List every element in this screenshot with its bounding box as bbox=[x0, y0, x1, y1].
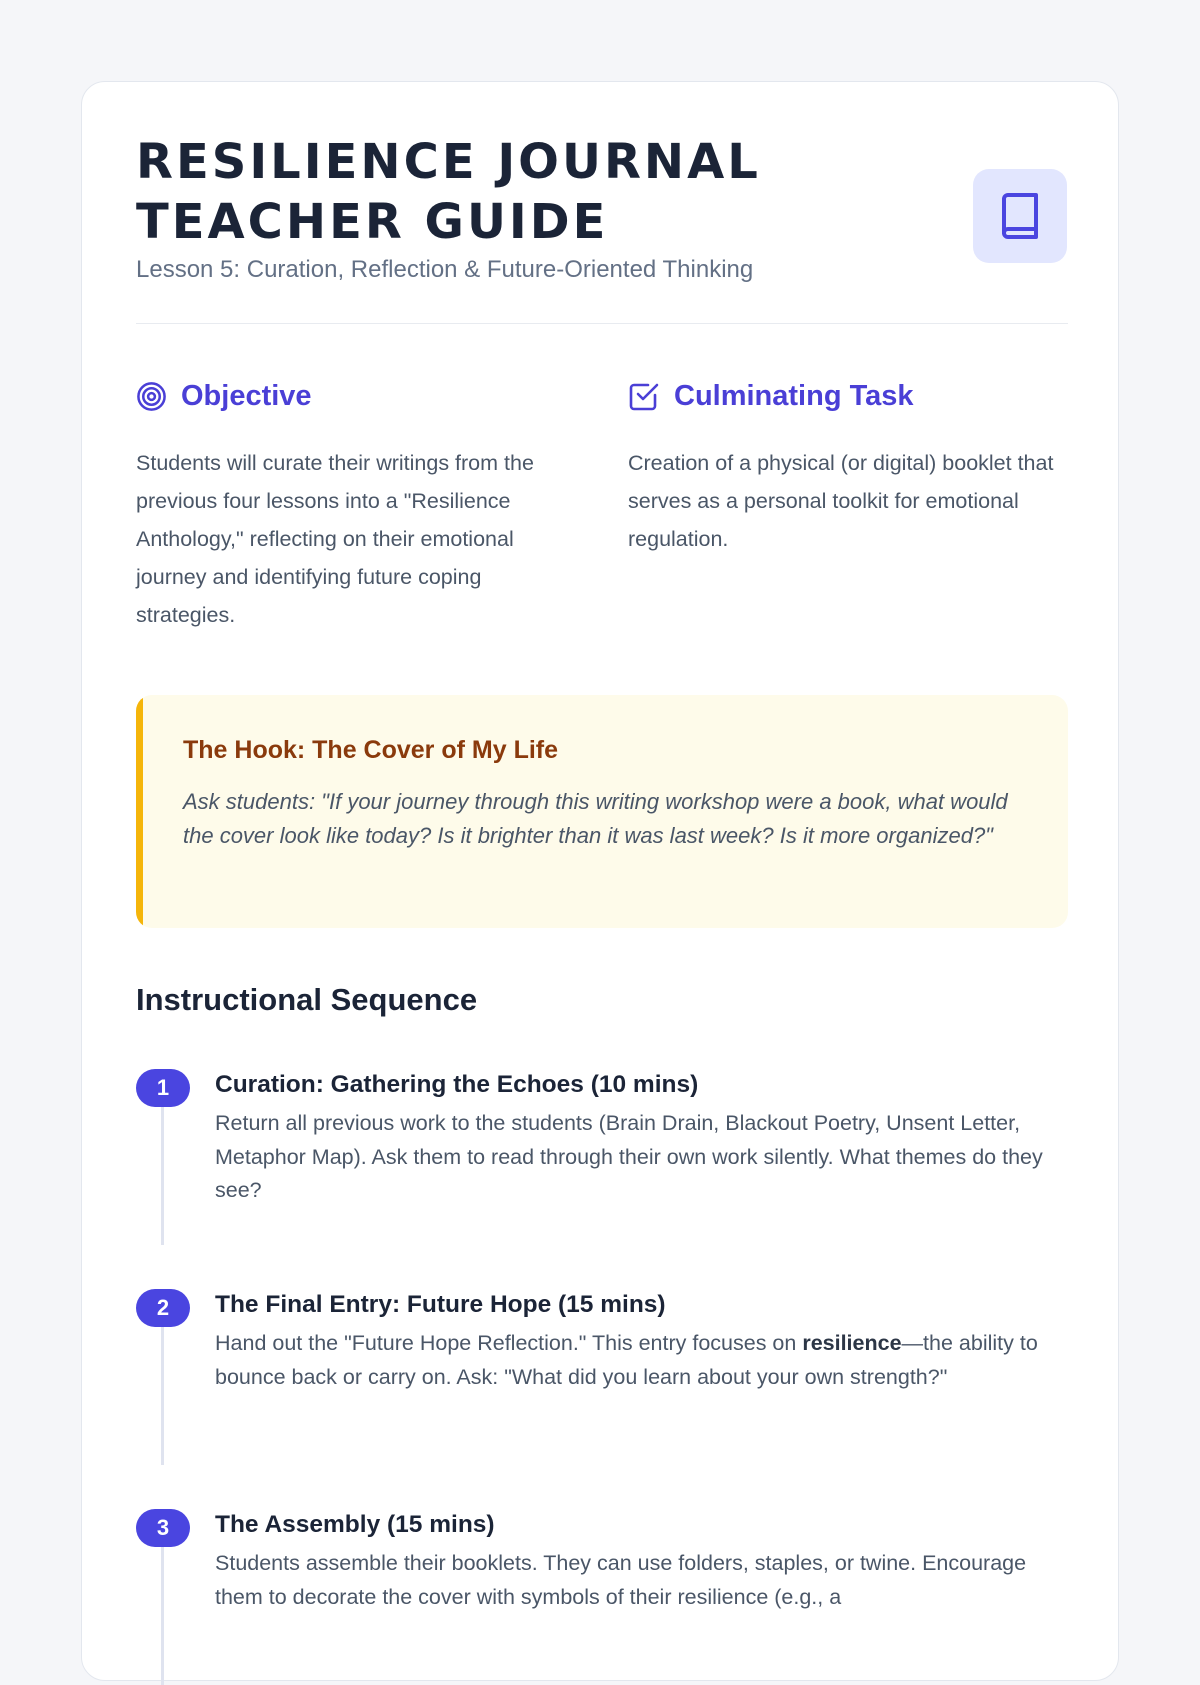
book-icon-box bbox=[973, 169, 1067, 263]
sequence-title: Instructional Sequence bbox=[136, 982, 478, 1017]
step-text-part: Hand out the "Future Hope Reflection." This entry focuses on bbox=[215, 1331, 803, 1355]
step-title: Curation: Gathering the Echoes (10 mins) bbox=[215, 1071, 699, 1098]
hook-accent-bar bbox=[136, 695, 143, 928]
hook-callout bbox=[136, 695, 1068, 928]
target-icon bbox=[136, 381, 167, 412]
step-text bbox=[215, 1327, 1055, 1394]
header-divider bbox=[136, 323, 1068, 324]
step-title: The Assembly (15 mins) bbox=[215, 1511, 495, 1538]
step-number-badge: 2 bbox=[136, 1289, 190, 1327]
objective-title: Objective bbox=[181, 379, 312, 412]
step-connector-line bbox=[161, 1327, 164, 1465]
step-text: Students assemble their booklets. They can use folders, staples, or twine. Encourage them to decorate the cover with symbols of their resilience (e.g., a bbox=[215, 1551, 1027, 1609]
checkbox-icon bbox=[628, 380, 660, 412]
step-text-emphasis: resilience bbox=[802, 1331, 902, 1355]
step-connector-line bbox=[161, 1547, 164, 1685]
culminating-task-section bbox=[628, 378, 1068, 558]
culminating-task-title: Culminating Task bbox=[674, 379, 914, 412]
book-icon bbox=[999, 192, 1041, 240]
step-number-badge: 1 bbox=[136, 1069, 190, 1107]
step-text: Return all previous work to the students (Brain Drain, Blackout Poetry, Unsent Letter, Metaphor Map). Ask them to read through their own work silently. What themes do they see? bbox=[215, 1111, 1043, 1202]
guide-card bbox=[81, 81, 1119, 1681]
objective-section bbox=[136, 378, 576, 634]
objective-text: Students will curate their writings from the previous four lessons into a "Resilience Anthology," reflecting on their emotional journey and identifying future coping strategies. bbox=[136, 451, 534, 627]
step-number-badge: 3 bbox=[136, 1509, 190, 1547]
hook-title: The Hook: The Cover of My Life bbox=[183, 736, 559, 764]
culminating-task-text: Creation of a physical (or digital) booklet that serves as a personal toolkit for emotional regulation. bbox=[628, 451, 1054, 551]
page-subtitle: Lesson 5: Curation, Reflection & Future-Oriented Thinking bbox=[136, 256, 754, 283]
step-connector-line bbox=[161, 1107, 164, 1245]
step-title: The Final Entry: Future Hope (15 mins) bbox=[215, 1291, 666, 1318]
step-text-part: —the ability to bounce back or carry on. Ask: "What did you learn about your own strength?" bbox=[215, 1331, 1038, 1389]
page-title: RESILIENCE JOURNAL TEACHER GUIDE bbox=[136, 134, 761, 250]
hook-text: Ask students: "If your journey through this writing workshop were a book, what would the cover look like today? Is it brighter than it was last week? Is it more organized?" bbox=[183, 789, 1008, 848]
